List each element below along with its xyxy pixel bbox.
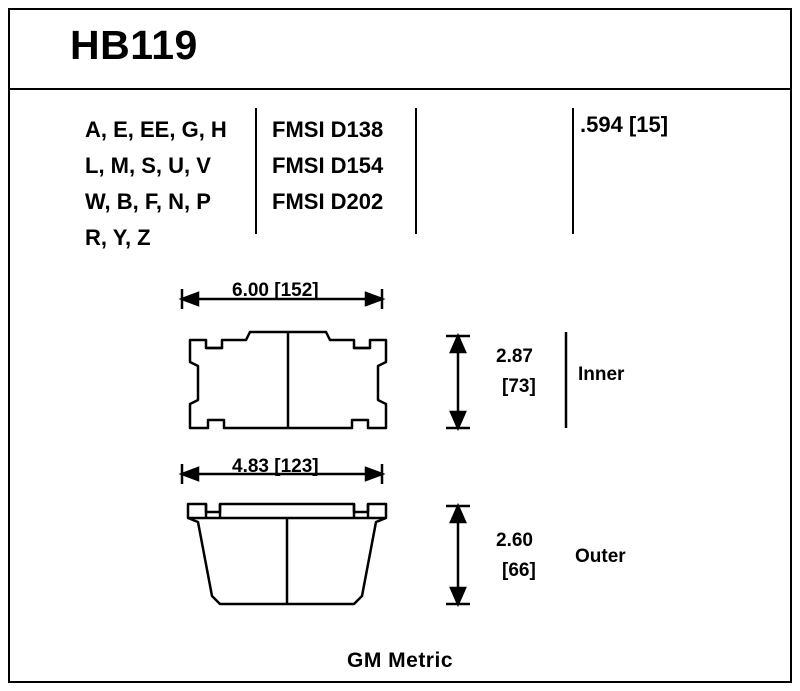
outer-width-label: 4.83 [123] [232, 456, 319, 477]
compound-row: W, B, F, N, P [85, 189, 211, 214]
table-divider-1 [255, 108, 257, 234]
inner-pad-drawing [10, 270, 790, 470]
compound-row: A, E, EE, G, H [85, 117, 227, 142]
inner-height-label-mm: [73] [502, 376, 536, 397]
outer-pad-name: Outer [575, 546, 626, 567]
fmsi-row: FMSI D138 [272, 117, 384, 142]
spec-table [10, 90, 790, 255]
table-divider-3 [572, 108, 574, 234]
inner-width-label: 6.00 [152] [232, 280, 319, 301]
fmsi-row: FMSI D202 [272, 189, 384, 214]
inner-height-label-in: 2.87 [496, 346, 533, 367]
compound-list [85, 112, 250, 256]
part-number: HB119 [70, 22, 198, 68]
fmsi-row: FMSI D154 [272, 153, 384, 178]
fmsi-list [272, 112, 412, 220]
compound-row: L, M, S, U, V [85, 153, 211, 178]
outer-pad-drawing [10, 456, 790, 656]
thickness-value: .594 [15] [580, 112, 669, 137]
application-label: GM Metric [346, 649, 453, 672]
outer-height-label-in: 2.60 [496, 530, 533, 551]
inner-pad-name: Inner [578, 364, 625, 385]
drawing-area [10, 258, 790, 683]
spec-sheet [8, 8, 792, 683]
outer-height-label-mm: [66] [502, 560, 536, 581]
table-divider-2 [415, 108, 417, 234]
compound-row: R, Y, Z [85, 225, 151, 250]
